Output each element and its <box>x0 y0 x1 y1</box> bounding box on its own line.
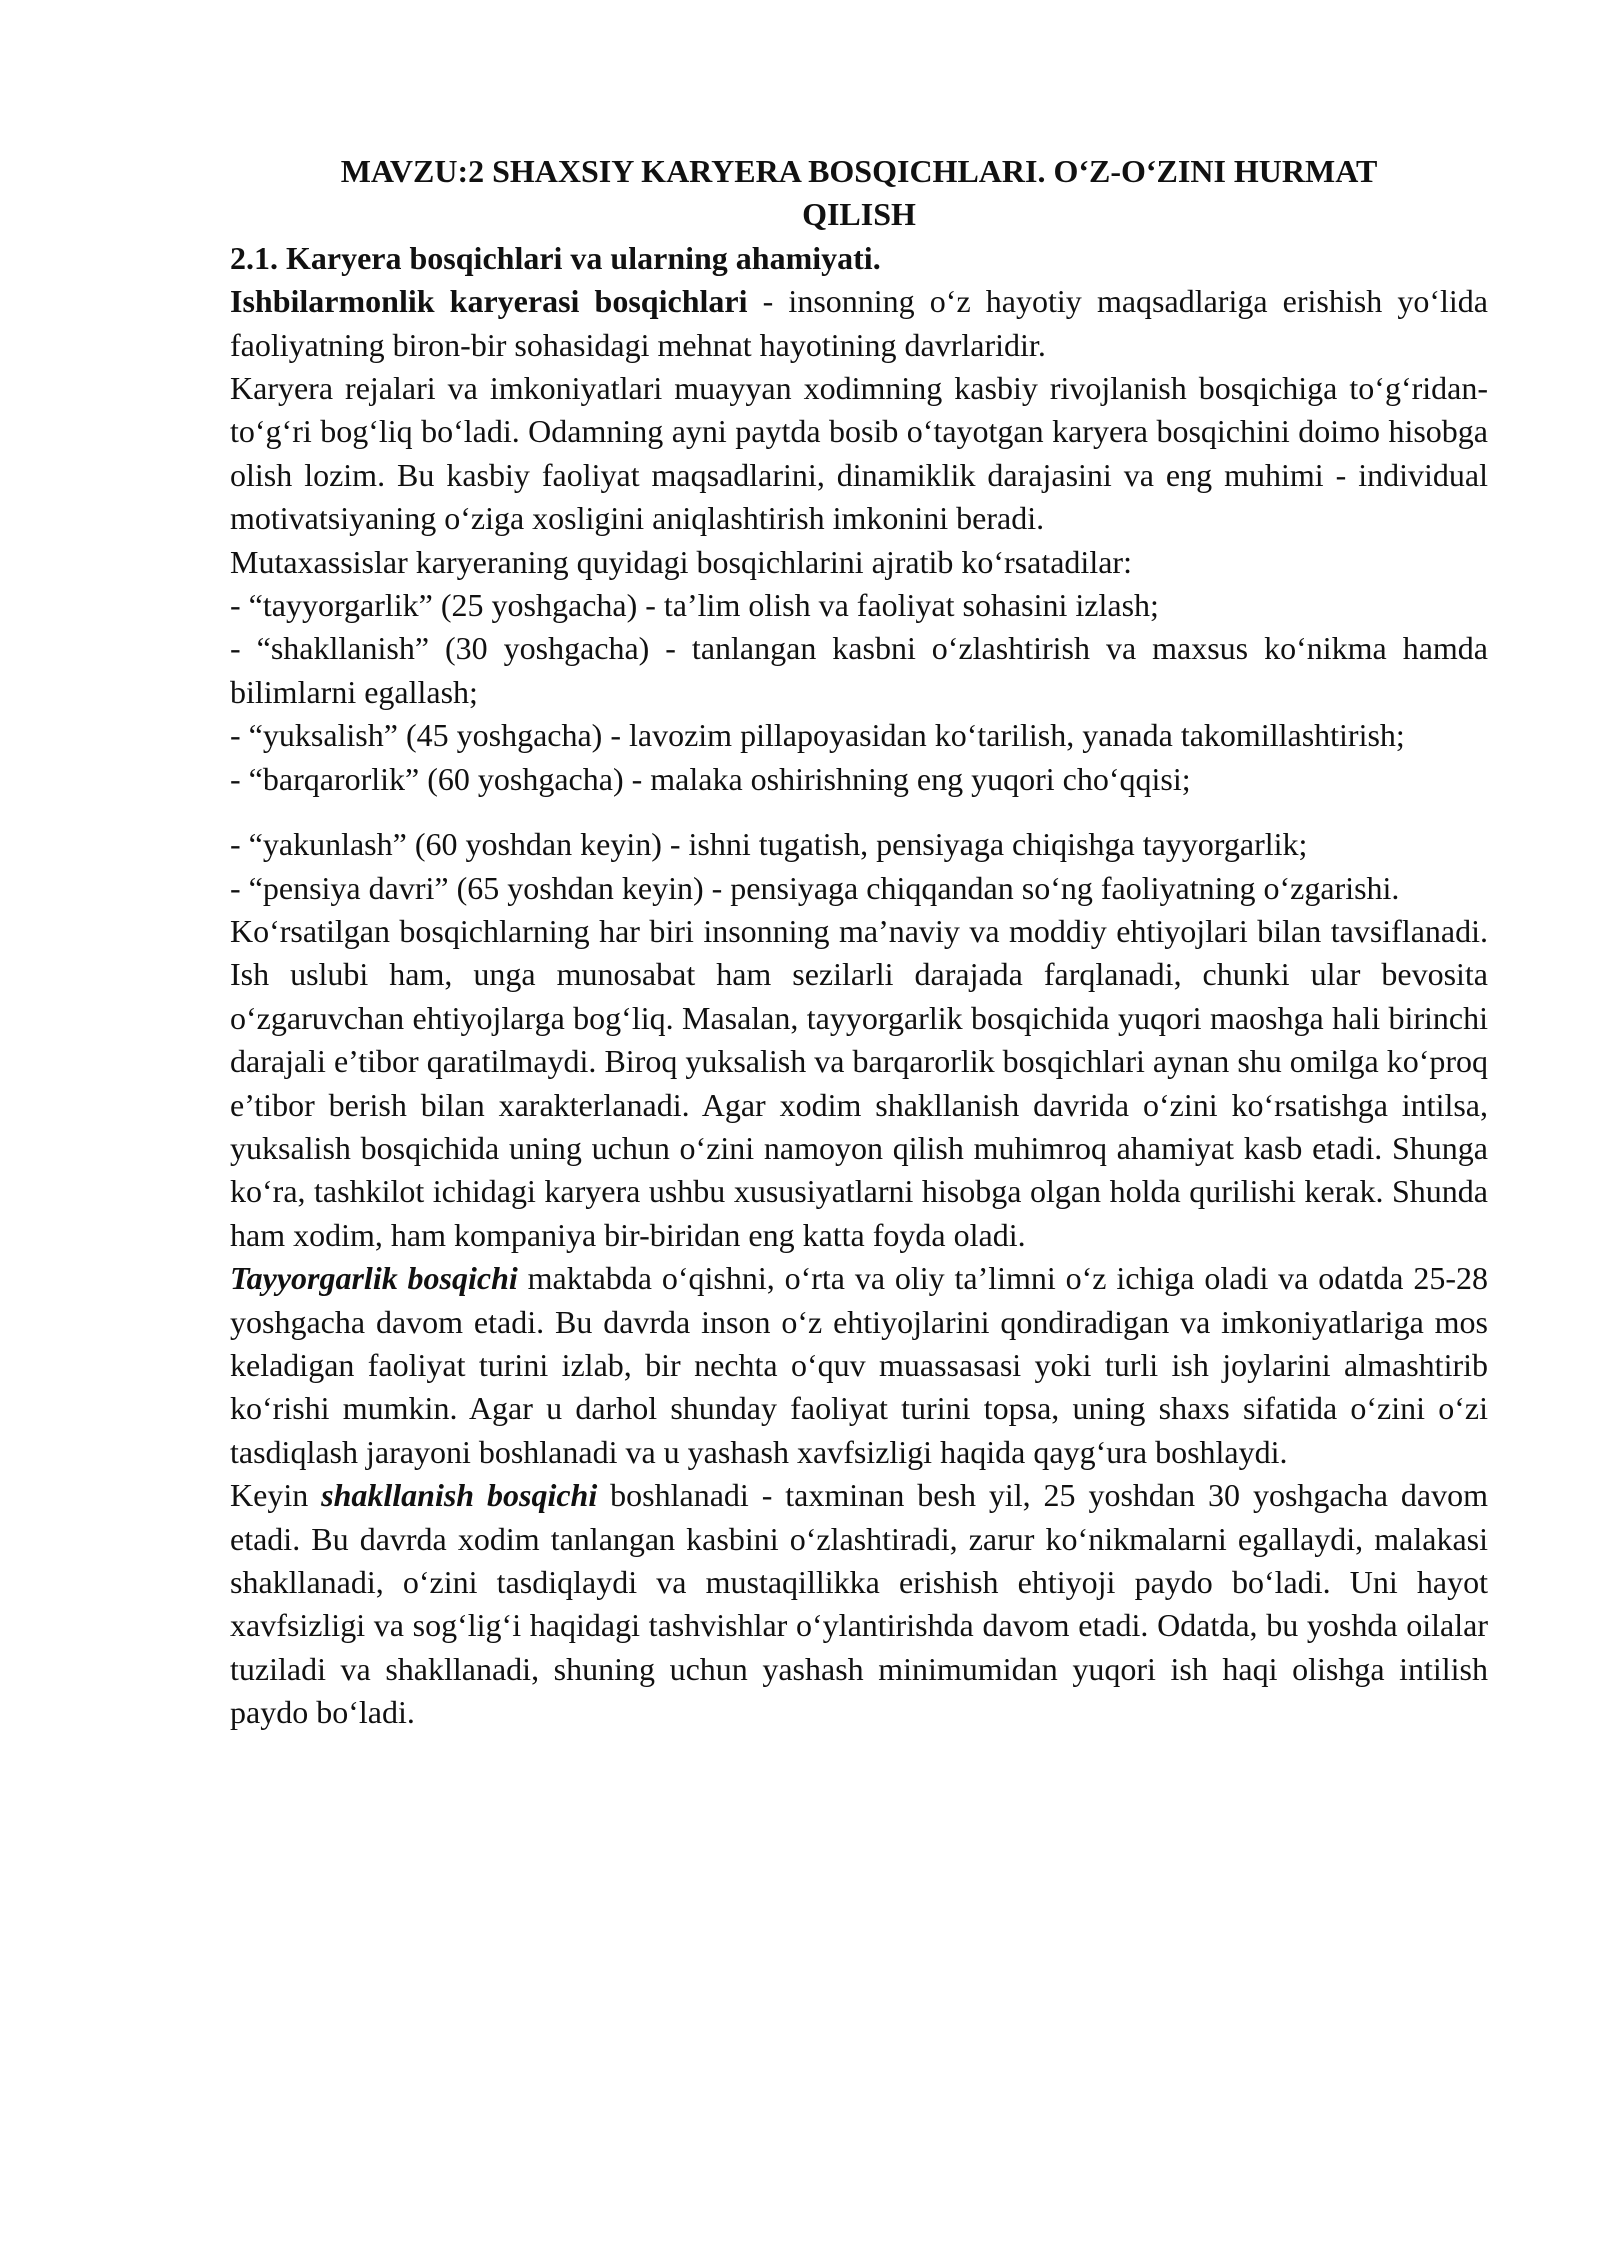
paragraph-career-plans: Karyera rejalari va imkoniyatlari muayyan xodimning kasbiy rivojlanish bosqichiga to‘g‘ridan-to‘g‘ri bog‘liq bo‘ladi. Odamning ayni paytda bosib o‘tayotgan karyera bosqichini doimo hisobga olish lozim. Bu kasbiy faoliyat maqsadlarini, dinamiklik darajasini va eng muhimi - individual motivatsiyaning o‘ziga xosligini aniqlashtirish imkonini beradi. <box>230 370 1488 537</box>
definition-term: Ishbilarmonlik karyerasi bosqichlari <box>230 283 748 320</box>
formation-stage-term: shakllanish bosqichi <box>321 1477 598 1514</box>
title-line-1: MAVZU:2 SHAXSIY KARYERA BOSQICHLARI. O‘Z-O‘ZINI HURMAT <box>340 153 1378 189</box>
title-line-2: QILISH <box>802 196 916 233</box>
definition-text: - insonning o‘z hayotiy maqsadlariga erishish yo‘lida faoliyatning biron-bir sohasidagi mehnat hayotining davrlaridir. <box>230 283 1489 363</box>
list-item: - “tayyorgarlik” (25 yoshgacha) - ta’lim olish va faoliyat sohasini izlash; <box>230 587 1159 624</box>
paragraph-stage-needs: Ko‘rsatilgan bosqichlarning har biri insonning ma’naviy va moddiy ehtiyojlari bilan tavsiflanadi. Ish uslubi ham, unga munosabat ham sezilarli darajada farqlanadi, chunki ular bevosita o‘zgaruvchan ehtiyojlarga bog‘liq. Masalan, tayyorgarlik bosqichida yuqori maoshga hali birinchi darajali e’tibor qaratilmaydi. Biroq yuksalish va barqarorlik bosqichlari aynan shu omilga ko‘proq e’tibor berish bilan xarakterlanadi. Agar xodim shakllanish davrida o‘zini ko‘rsatishga intilsa, yuksalish bosqichida uning uchun o‘zini namoyon qilish muhimroq ahamiyat kasb etadi. Shunga ko‘ra, tashkilot ichidagi karyera ushbu xususiyatlarni hisobga olgan holda qurilishi kerak. Shunda ham xodim, ham kompaniya bir-biridan eng katta foyda oladi. <box>230 912 1488 1253</box>
preparation-stage-term: Tayyorgarlik bosqichi <box>230 1260 518 1297</box>
formation-stage-text: boshlanadi - taxminan besh yil, 25 yoshdan 30 yoshgacha davom etadi. Bu davrda xodim tanlangan kasbini o‘zlashtiradi, zarur ko‘nikmalarni egallaydi, malakasi shakllanadi, o‘zini tasdiqlaydi va mustaqillikka erishish ehtiyoji paydo bo‘ladi. Uni hayot xavfsizligi va sog‘lig‘i haqidagi tashvishlar o‘ylantirishda davom etadi. Odatda, bu yoshda oilalar tuziladi va shakllanadi, shuning uchun yashash minimumidan yuqori ish haqi olishga intilish paydo bo‘ladi. <box>230 1477 1489 1731</box>
preparation-stage-text: maktabda o‘qishni, o‘rta va oliy ta’limni o‘z ichiga oladi va odatda 25-28 yoshgacha davom etadi. Bu davrda inson o‘z ehtiyojlarini qondiradigan va imkoniyatlariga mos keladigan faoliyat turini izlab, bir nechta o‘quv muassasasi yoki turli ish joylarini almashtirib ko‘rishi mumkin. Agar u darhol shunday faoliyat turini topsa, uning shaxs sifatida o‘zini o‘zi tasdiqlash jarayoni boshlanadi va u yashash xavfsizligi haqida qayg‘ura boshlaydi. <box>230 1260 1489 1470</box>
list-item: - “barqarorlik” (60 yoshgacha) - malaka oshirishning eng yuqori cho‘qqisi; <box>230 760 1191 797</box>
list-item: - “yuksalish” (45 yoshgacha) - lavozim pillapoyasidan ko‘tarilish, yanada takomillashtirish; <box>230 717 1405 754</box>
paragraph-definition <box>230 280 1488 367</box>
document-title <box>230 150 1488 237</box>
document-body <box>230 150 1488 1735</box>
section-heading: 2.1. Karyera bosqichlari va ularning ahamiyati. <box>230 239 881 276</box>
formation-stage-prefix: Keyin <box>230 1477 322 1514</box>
paragraph-formation-stage <box>230 1474 1488 1734</box>
list-item: - “pensiya davri” (65 yoshdan keyin) - pensiyaga chiqqandan so‘ng faoliyatning o‘zgarishi. <box>230 869 1400 906</box>
paragraph-preparation-stage <box>230 1257 1488 1474</box>
list-item: - “yakunlash” (60 yoshdan keyin) - ishni tugatish, pensiyaga chiqishga tayyorgarlik; <box>230 826 1308 863</box>
paragraph-stages-intro: Mutaxassislar karyeraning quyidagi bosqichlarini ajratib ko‘rsatadilar: <box>230 543 1132 580</box>
list-item: - “shakllanish” (30 yoshgacha) - tanlangan kasbni o‘zlashtirish va maxsus ko‘nikma hamda bilimlarni egallash; <box>230 630 1488 710</box>
stages-list <box>230 584 1488 910</box>
